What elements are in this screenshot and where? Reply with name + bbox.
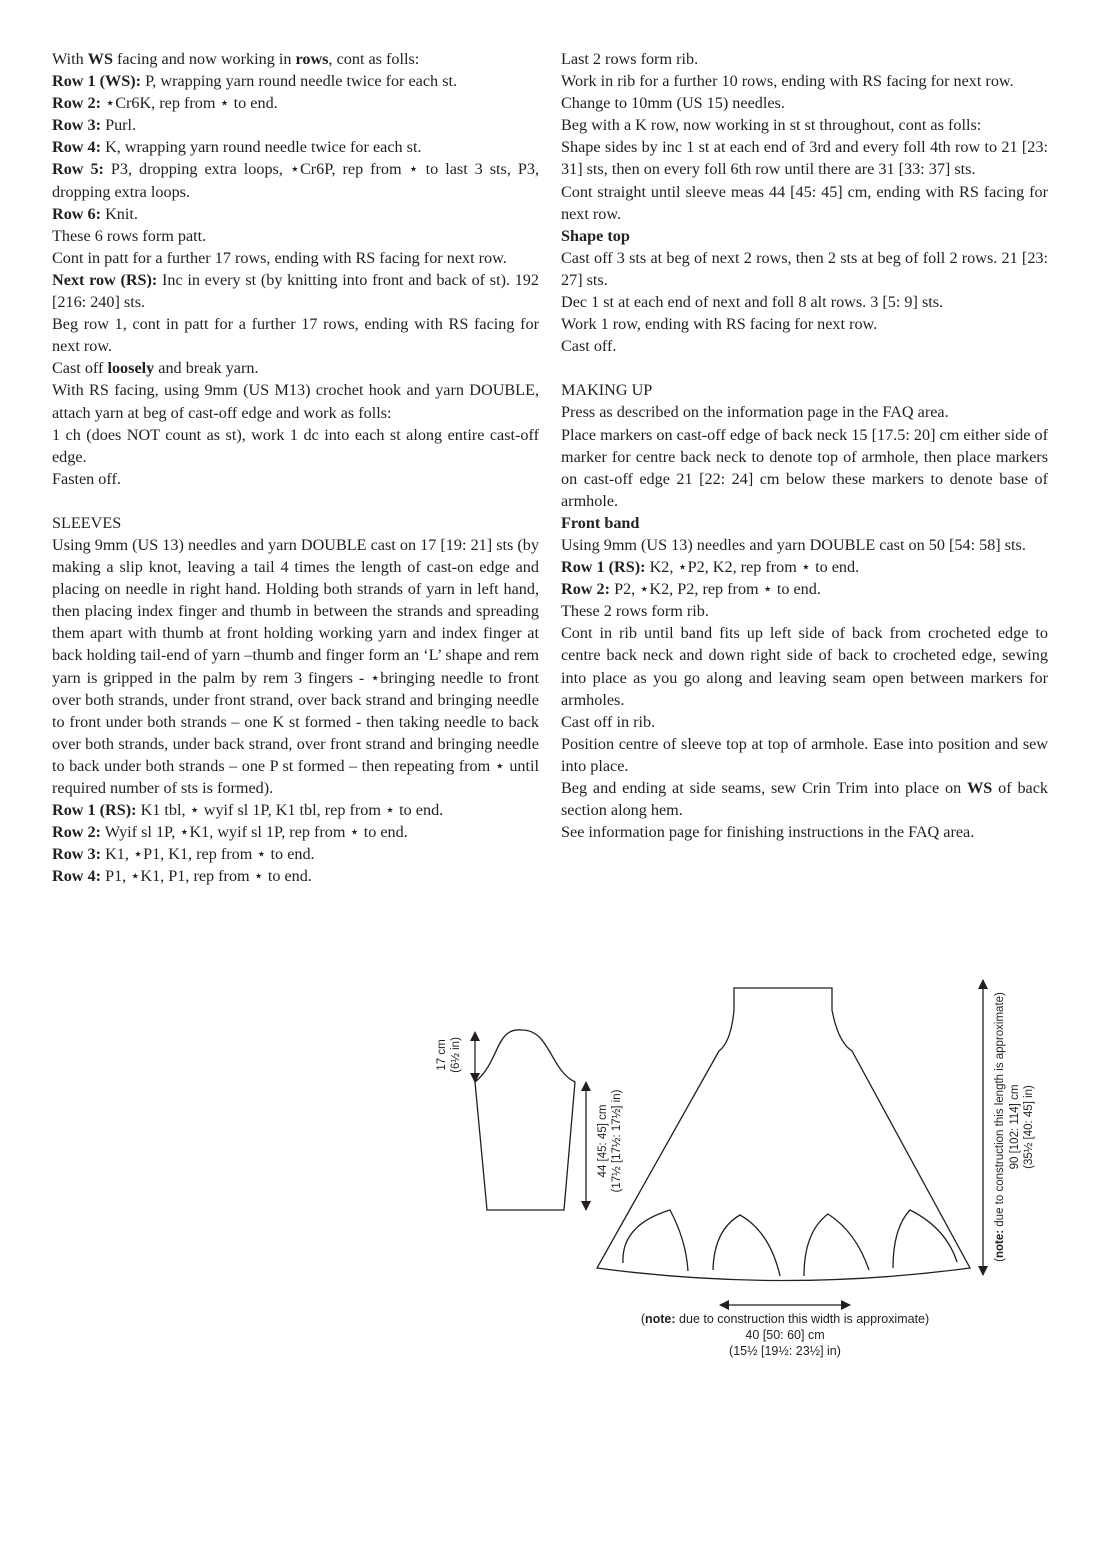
sleeve-length-cm: 44 [45: 45] cm	[597, 1104, 609, 1178]
paragraph	[561, 711, 1048, 733]
scallop-1	[623, 1210, 688, 1271]
paragraph	[561, 379, 1048, 401]
body-length-note: (note: due to construction this length is approximate)	[994, 992, 1006, 1262]
text-run: P1, ⋆K1, P1, rep from ⋆ to end.	[101, 867, 312, 886]
bold-text: Next row (RS):	[52, 270, 158, 289]
bold-text: Front band	[561, 513, 640, 532]
paragraph	[561, 578, 1048, 600]
bold-text: Row 4:	[52, 138, 102, 157]
text-run: These 2 rows form rib.	[561, 602, 709, 621]
text-run: P3, dropping extra loops, ⋆Cr6P, rep from ⋆ to last 3 sts, P3, dropping extra loops.	[52, 160, 539, 201]
text-run: Cast off.	[561, 337, 617, 356]
paragraph	[52, 225, 539, 247]
text-run: Last 2 rows form rib.	[561, 50, 699, 68]
text-run: facing and now working in	[112, 50, 296, 68]
paragraph	[52, 512, 539, 534]
text-run: K2, ⋆P2, K2, rep from ⋆ to end.	[645, 558, 860, 577]
paragraph	[561, 821, 1048, 843]
body-length-cm: 90 [102: 114] cm	[1009, 1084, 1021, 1170]
paragraph	[52, 247, 539, 269]
text-run: Change to 10mm (US 15) needles.	[561, 94, 785, 113]
sleeve-cap-cm: 17 cm	[436, 1039, 448, 1071]
paragraph	[561, 291, 1048, 313]
text-run: Wyif sl 1P, ⋆K1, wyif sl 1P, rep from ⋆ to end.	[101, 823, 408, 842]
text-run: SLEEVES	[52, 513, 122, 532]
text-run: of back section along hem.	[561, 779, 1049, 820]
sleeve-cap-in: (6½ in)	[450, 1037, 462, 1073]
body-length-in: (35½ [40: 45] in)	[1023, 1085, 1035, 1169]
bold-text: Row 1 (WS):	[52, 72, 142, 91]
text-run: Press as described on the information page in the FAQ area.	[561, 403, 949, 422]
text-run: K1, ⋆P1, K1, rep from ⋆ to end.	[101, 845, 315, 864]
text-run: and break yarn.	[154, 359, 259, 378]
right-text-column	[561, 48, 1048, 843]
bold-text: WS	[87, 50, 113, 68]
bold-text: Shape top	[561, 226, 630, 245]
text-run: Cast off 3 sts at beg of next 2 rows, then 2 sts at beg of foll 2 rows. 21 [23: 27] sts.	[561, 248, 1048, 289]
paragraph	[52, 424, 539, 468]
text-run: Using 9mm (US 13) needles and yarn DOUBLE cast on 17 [19: 21] sts (by making a slip knot, leaving a tail 4 times the length of cast-on edge and placing on needle in right hand. Holding both strands of yarn in left hand, then placing index finger and thumb in between the strands and spreading them apart with thumb at front holding working yarn and index finger at back holding tail-end of yarn –thumb and finger form an ‘L’ shape and rem yarn is gripped in the palm by rem 3 fingers - ⋆bringing needle to front over both strands, under front strand, over back strand and bringing needle to front under both strands – one K st formed - then taking needle to back over both strands, under back strand, over front strand and bringing needle to back under both strands – one P st formed – then repeating from ⋆ until required number of sts is formed).	[52, 535, 539, 797]
paragraph	[561, 247, 1048, 291]
paragraph	[52, 92, 539, 114]
text-run: With RS facing, using 9mm (US M13) crochet hook and yarn DOUBLE, attach yarn at beg of cast-off edge and work as folls:	[52, 381, 539, 422]
text-run: These 6 rows form patt.	[52, 226, 207, 245]
paragraph	[52, 269, 539, 313]
text-run: Beg row 1, cont in patt for a further 17 rows, ending with RS facing for next row.	[52, 315, 539, 356]
text-run: Beg with a K row, now working in st st throughout, cont as folls:	[561, 116, 982, 135]
text-run: ⋆Cr6K, rep from ⋆ to end.	[101, 94, 278, 113]
body-width-in: (15½ [19½: 23½] in)	[729, 1344, 841, 1358]
paragraph	[561, 424, 1048, 512]
paragraph	[52, 843, 539, 865]
body-outline	[597, 988, 970, 1281]
sleeve-outline	[475, 1030, 575, 1210]
bold-text: loosely	[107, 359, 155, 378]
text-run: Cont in rib until band fits up left side of back from crocheted edge to centre back neck and down right side of back to crocheted edge, sewing into place as you go along and leaving seam open between markers for armholes.	[561, 624, 1048, 709]
text-run: Position centre of sleeve top at top of armhole. Ease into position and sew into place.	[561, 734, 1048, 775]
text-run: Beg and ending at side seams, sew Crin Trim into place on	[561, 779, 968, 797]
bold-text: WS	[967, 779, 993, 797]
left-text-column	[52, 48, 539, 887]
scallop-4	[893, 1210, 957, 1268]
paragraph	[561, 114, 1048, 136]
paragraph	[52, 70, 539, 92]
paragraph	[561, 313, 1048, 335]
paragraph	[52, 534, 539, 799]
paragraph	[561, 401, 1048, 423]
paragraph	[52, 821, 539, 843]
text-run: Knit.	[101, 204, 138, 223]
paragraph	[561, 136, 1048, 180]
text-run: P, wrapping yarn round needle twice for each st.	[141, 72, 458, 91]
text-run: Place markers on cast-off edge of back neck 15 [17.5: 20] cm either side of marker for centre back neck to denote top of armhole, then place markers on cast-off edge 21 [22: 24] cm below these markers to denote base of armhole.	[561, 425, 1048, 510]
body-width-note: (note: due to construction this width is approximate)	[640, 1312, 930, 1326]
text-run: Cont straight until sleeve meas 44 [45: 45] cm, ending with RS facing for next row.	[561, 182, 1048, 223]
text-run: Work in rib for a further 10 rows, ending with RS facing for next row.	[561, 72, 1014, 91]
paragraph	[561, 733, 1048, 777]
paragraph	[52, 357, 539, 379]
paragraph	[561, 534, 1048, 556]
paragraph	[561, 181, 1048, 225]
paragraph	[561, 48, 1048, 70]
text-run: Work 1 row, ending with RS facing for next row.	[561, 315, 878, 334]
text-run: , cont as folls:	[328, 50, 420, 68]
text-run: Inc in every st (by knitting into front and back of st). 192 [216: 240] sts.	[52, 270, 539, 312]
text-run: Cast off in rib.	[561, 712, 656, 731]
text-run: Fasten off.	[52, 469, 121, 488]
paragraph	[52, 468, 539, 490]
scallop-3	[804, 1214, 869, 1276]
body-scallops	[623, 1210, 957, 1276]
text-run: Cast off	[52, 359, 108, 378]
text-run: K, wrapping yarn round needle twice for each st.	[101, 138, 422, 157]
text-run: Shape sides by inc 1 st at each end of 3rd and every foll 4th row to 21 [23: 31] sts, then on every foll 6th row until there are 31 [33: 37] sts.	[561, 138, 1048, 179]
paragraph	[561, 777, 1048, 821]
text-run: MAKING UP	[561, 381, 653, 400]
bold-text: Row 1 (RS):	[561, 558, 646, 577]
bold-text: Row 2:	[52, 94, 102, 113]
bold-text: Row 5:	[52, 160, 104, 179]
paragraph	[52, 136, 539, 158]
paragraph	[52, 158, 539, 202]
bold-text: Row 2:	[561, 580, 611, 599]
paragraph	[52, 865, 539, 887]
bold-text: rows	[295, 50, 329, 68]
paragraph	[52, 114, 539, 136]
paragraph	[561, 622, 1048, 710]
paragraph	[561, 512, 1048, 534]
text-run: Cont in patt for a further 17 rows, ending with RS facing for next row.	[52, 248, 507, 267]
paragraph	[52, 48, 539, 70]
paragraph	[561, 92, 1048, 114]
text-run: 1 ch (does NOT count as st), work 1 dc into each st along entire cast-off edge.	[52, 425, 539, 466]
text-run: See information page for finishing instructions in the FAQ area.	[561, 823, 975, 842]
paragraph	[52, 203, 539, 225]
bold-text: Row 1 (RS):	[52, 801, 137, 820]
paragraph	[561, 70, 1048, 92]
paragraph	[52, 313, 539, 357]
text-run: With	[52, 50, 88, 68]
text-run: Purl.	[101, 116, 137, 135]
text-run: Using 9mm (US 13) needles and yarn DOUBLE cast on 50 [54: 58] sts.	[561, 535, 1026, 554]
bold-text: Row 4:	[52, 867, 102, 886]
paragraph	[52, 379, 539, 423]
paragraph	[561, 335, 1048, 357]
bold-text: Row 3:	[52, 845, 102, 864]
body-width-cm: 40 [50: 60] cm	[745, 1328, 825, 1342]
bold-text: Row 6:	[52, 204, 102, 223]
text-run: P2, ⋆K2, P2, rep from ⋆ to end.	[610, 580, 821, 599]
bold-text: Row 3:	[52, 116, 102, 135]
paragraph	[561, 225, 1048, 247]
paragraph	[561, 556, 1048, 578]
sleeve-length-in: (17½ [17½: 17½] in)	[611, 1089, 623, 1193]
bold-text: Row 2:	[52, 823, 102, 842]
scallop-2	[713, 1215, 780, 1276]
paragraph	[52, 799, 539, 821]
paragraph	[561, 600, 1048, 622]
text-run: K1 tbl, ⋆ wyif sl 1P, K1 tbl, rep from ⋆ to end.	[136, 801, 444, 820]
text-run: Dec 1 st at each end of next and foll 8 alt rows. 3 [5: 9] sts.	[561, 293, 944, 312]
